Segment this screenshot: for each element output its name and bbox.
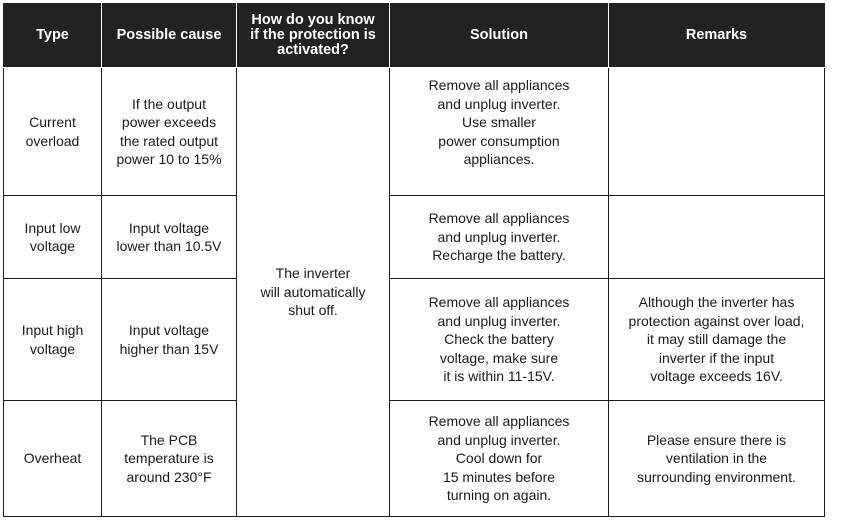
header-row xyxy=(4,4,825,68)
cell-solution: Remove all appliances and unplug inverter. Use smaller power consumption appliances. xyxy=(390,68,609,196)
cell-cause: If the output power exceeds the rated output power 10 to 15% xyxy=(102,68,237,196)
header-remarks: Remarks xyxy=(609,4,825,68)
cell-type: Input high voltage xyxy=(4,279,102,401)
cell-remarks xyxy=(609,196,825,279)
cell-cause: Input voltage lower than 10.5V xyxy=(102,196,237,279)
cell-remarks xyxy=(609,68,825,196)
header-solution: Solution xyxy=(390,4,609,68)
cell-type: Current overload xyxy=(4,68,102,196)
cell-solution: Remove all appliances and unplug inverter. Recharge the battery. xyxy=(390,196,609,279)
table-row-input-high-voltage xyxy=(4,279,825,401)
protection-table xyxy=(3,3,825,517)
table-row-input-low-voltage xyxy=(4,196,825,279)
table-row-overheat xyxy=(4,401,825,517)
cell-type: Overheat xyxy=(4,401,102,517)
header-possible-cause: Possible cause xyxy=(102,4,237,68)
cell-remarks: Please ensure there is ventilation in the surrounding environment. xyxy=(609,401,825,517)
header-type: Type xyxy=(4,4,102,68)
cell-solution: Remove all appliances and unplug inverter. Check the battery voltage, make sure it is within 11-15V. xyxy=(390,279,609,401)
table-row-current-overload xyxy=(4,68,825,196)
cell-solution: Remove all appliances and unplug inverter. Cool down for 15 minutes before turning on again. xyxy=(390,401,609,517)
cell-remarks: Although the inverter has protection against over load, it may still damage the inverter if the input voltage exceeds 16V. xyxy=(609,279,825,401)
cell-cause: Input voltage higher than 15V xyxy=(102,279,237,401)
cell-indicator: The inverter will automatically shut off. xyxy=(237,68,390,517)
cell-cause: The PCB temperature is around 230°F xyxy=(102,401,237,517)
cell-type: Input low voltage xyxy=(4,196,102,279)
header-how-to-know: How do you know if the protection is activated? xyxy=(237,4,390,68)
